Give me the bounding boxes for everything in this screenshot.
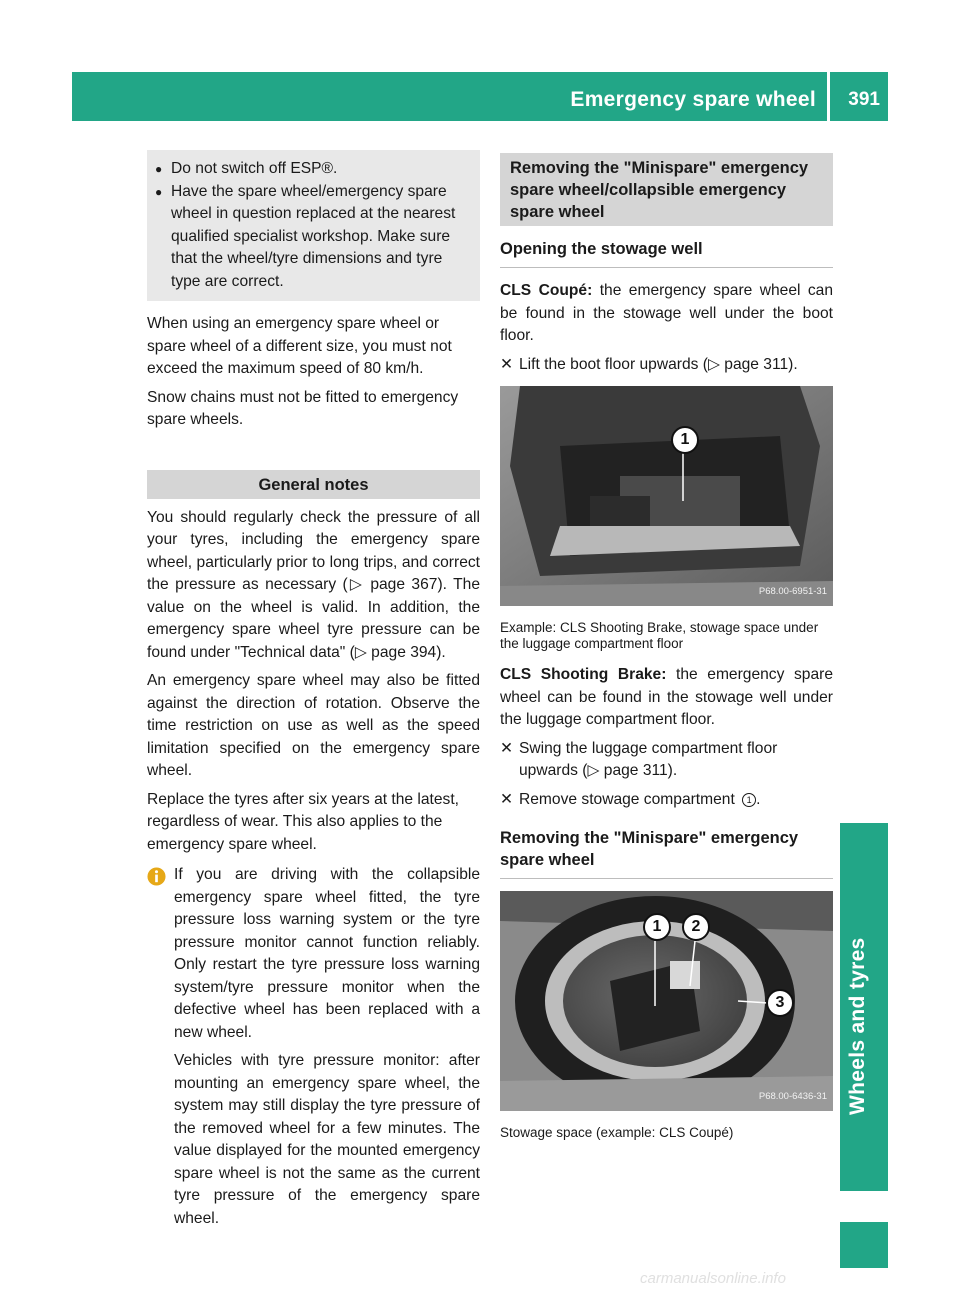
note-bullet-text: Do not switch off ESP®.: [171, 160, 338, 177]
image-code: P68.00-6436-31: [758, 1090, 827, 1102]
callout-2: 2: [682, 913, 710, 941]
paragraph: An emergency spare wheel may also be fitted against the direction of rotation. Observe the time restriction on use as well as the speed limitation specified on the emergency spare wheel.: [147, 672, 480, 779]
general-notes-heading: General notes: [147, 470, 480, 499]
footer-watermark: carmanualsonline.info: [640, 1270, 786, 1287]
page-number: 391: [848, 89, 880, 110]
callout-1: 1: [671, 426, 699, 454]
section-heading: Removing the "Minispare" emergency spare wheel/collapsible emergency spare wheel: [500, 153, 833, 226]
shooting-brake-text: the emergency spare wheel can be found in the stowage well under the luggage compartment floor.: [500, 666, 833, 728]
coupe-text: the emergency spare wheel can be found in the stowage well under the boot floor.: [500, 282, 833, 344]
arrow-icon: ✕: [500, 790, 514, 808]
note-bullet: [155, 181, 470, 294]
image-caption: Example: CLS Shooting Brake, stowage space under the luggage compartment floor: [500, 620, 819, 651]
paragraph: When using an emergency spare wheel or spare wheel of a different size, you must not exceed the maximum speed of 80 km/h.: [147, 315, 452, 377]
step-text: Swing the luggage compartment floor upwards (▷ page 311).: [519, 739, 778, 779]
arrow-icon: ✕: [500, 355, 514, 373]
step3-text: Remove stowage compartment: [519, 790, 735, 808]
callout-3: 3: [766, 989, 794, 1017]
step-text: Remove stowage compartment 1 .: [519, 790, 761, 808]
side-tab-title: Wheels and tyres: [846, 937, 869, 1115]
step-text: Lift the boot floor upwards (▷ page 311).: [519, 355, 798, 373]
bullet-icon: ●: [155, 184, 163, 199]
arrow-icon: ✕: [500, 739, 514, 757]
left-column: [147, 150, 480, 1236]
shooting-brake-label: CLS Shooting Brake:: [500, 666, 667, 683]
callout-1: 1: [643, 913, 671, 941]
info-paragraph: Vehicles with tyre pressure monitor: after mounting an emergency spare wheel, the system may still display the tyre pressure of the removed wheel for a few minutes. The value displayed for the mounted emergency spare wheel is not the same as the current tyre pressure of the emergency spare wheel.: [174, 1052, 480, 1227]
step: [500, 354, 833, 377]
stowage-well-photo: [500, 386, 833, 606]
header-title: Emergency spare wheel: [570, 88, 816, 111]
header-separator: [827, 72, 830, 121]
note-bullet-text: Have the spare wheel/emergency spare wheel in question replaced at the nearest qualified specialist workshop. Make sure that the wheel/tyre dimensions and tyre type are correct.: [171, 182, 456, 290]
spare-wheel-photo: [500, 891, 833, 1111]
right-column: [500, 153, 833, 1153]
side-tab-marker: [840, 1222, 888, 1268]
paragraph: [500, 280, 833, 348]
image-code: P68.00-6951-31: [758, 585, 827, 597]
step: [500, 789, 833, 812]
subheading-opening-stowage-well: Opening the stowage well: [500, 238, 833, 268]
bullet-icon: ●: [155, 162, 163, 176]
subheading-removing-minispare: Removing the "Minispare" emergency spare wheel: [500, 827, 833, 879]
reference-marker: 1: [742, 793, 756, 807]
step: [500, 738, 833, 783]
paragraph: You should regularly check the pressure of all your tyres, including the emergency spare wheel, particularly prior to long trips, and correct the pressure as necessary (▷ page 367). The value on the wheel is valid. In addition, the emergency spare wheel tyre pressure can be found under "Technical data" (▷ page 394).: [147, 508, 480, 661]
info-note: [147, 864, 480, 1236]
note-box: [147, 150, 480, 301]
boot-image: [500, 386, 833, 606]
image-caption: Stowage space (example: CLS Coupé): [500, 1125, 734, 1140]
coupe-label: CLS Coupé:: [500, 282, 593, 299]
info-icon: [147, 867, 166, 886]
paragraph: [500, 664, 833, 732]
page-header: [72, 72, 888, 121]
paragraph: Replace the tyres after six years at the latest, regardless of wear. This also applies to the emergency spare wheel.: [147, 790, 460, 853]
note-bullet: [155, 158, 470, 181]
paragraph: Snow chains must not be fitted to emergency spare wheels.: [147, 388, 459, 428]
info-body: [174, 864, 480, 1236]
info-paragraph: If you are driving with the collapsible emergency spare wheel fitted, the tyre pressure loss warning system or the tyre pressure monitor cannot function reliably. Only restart the tyre pressure loss warning system/tyre pressure monitor when the defective wheel has been replaced with a new wheel.: [174, 866, 480, 1041]
